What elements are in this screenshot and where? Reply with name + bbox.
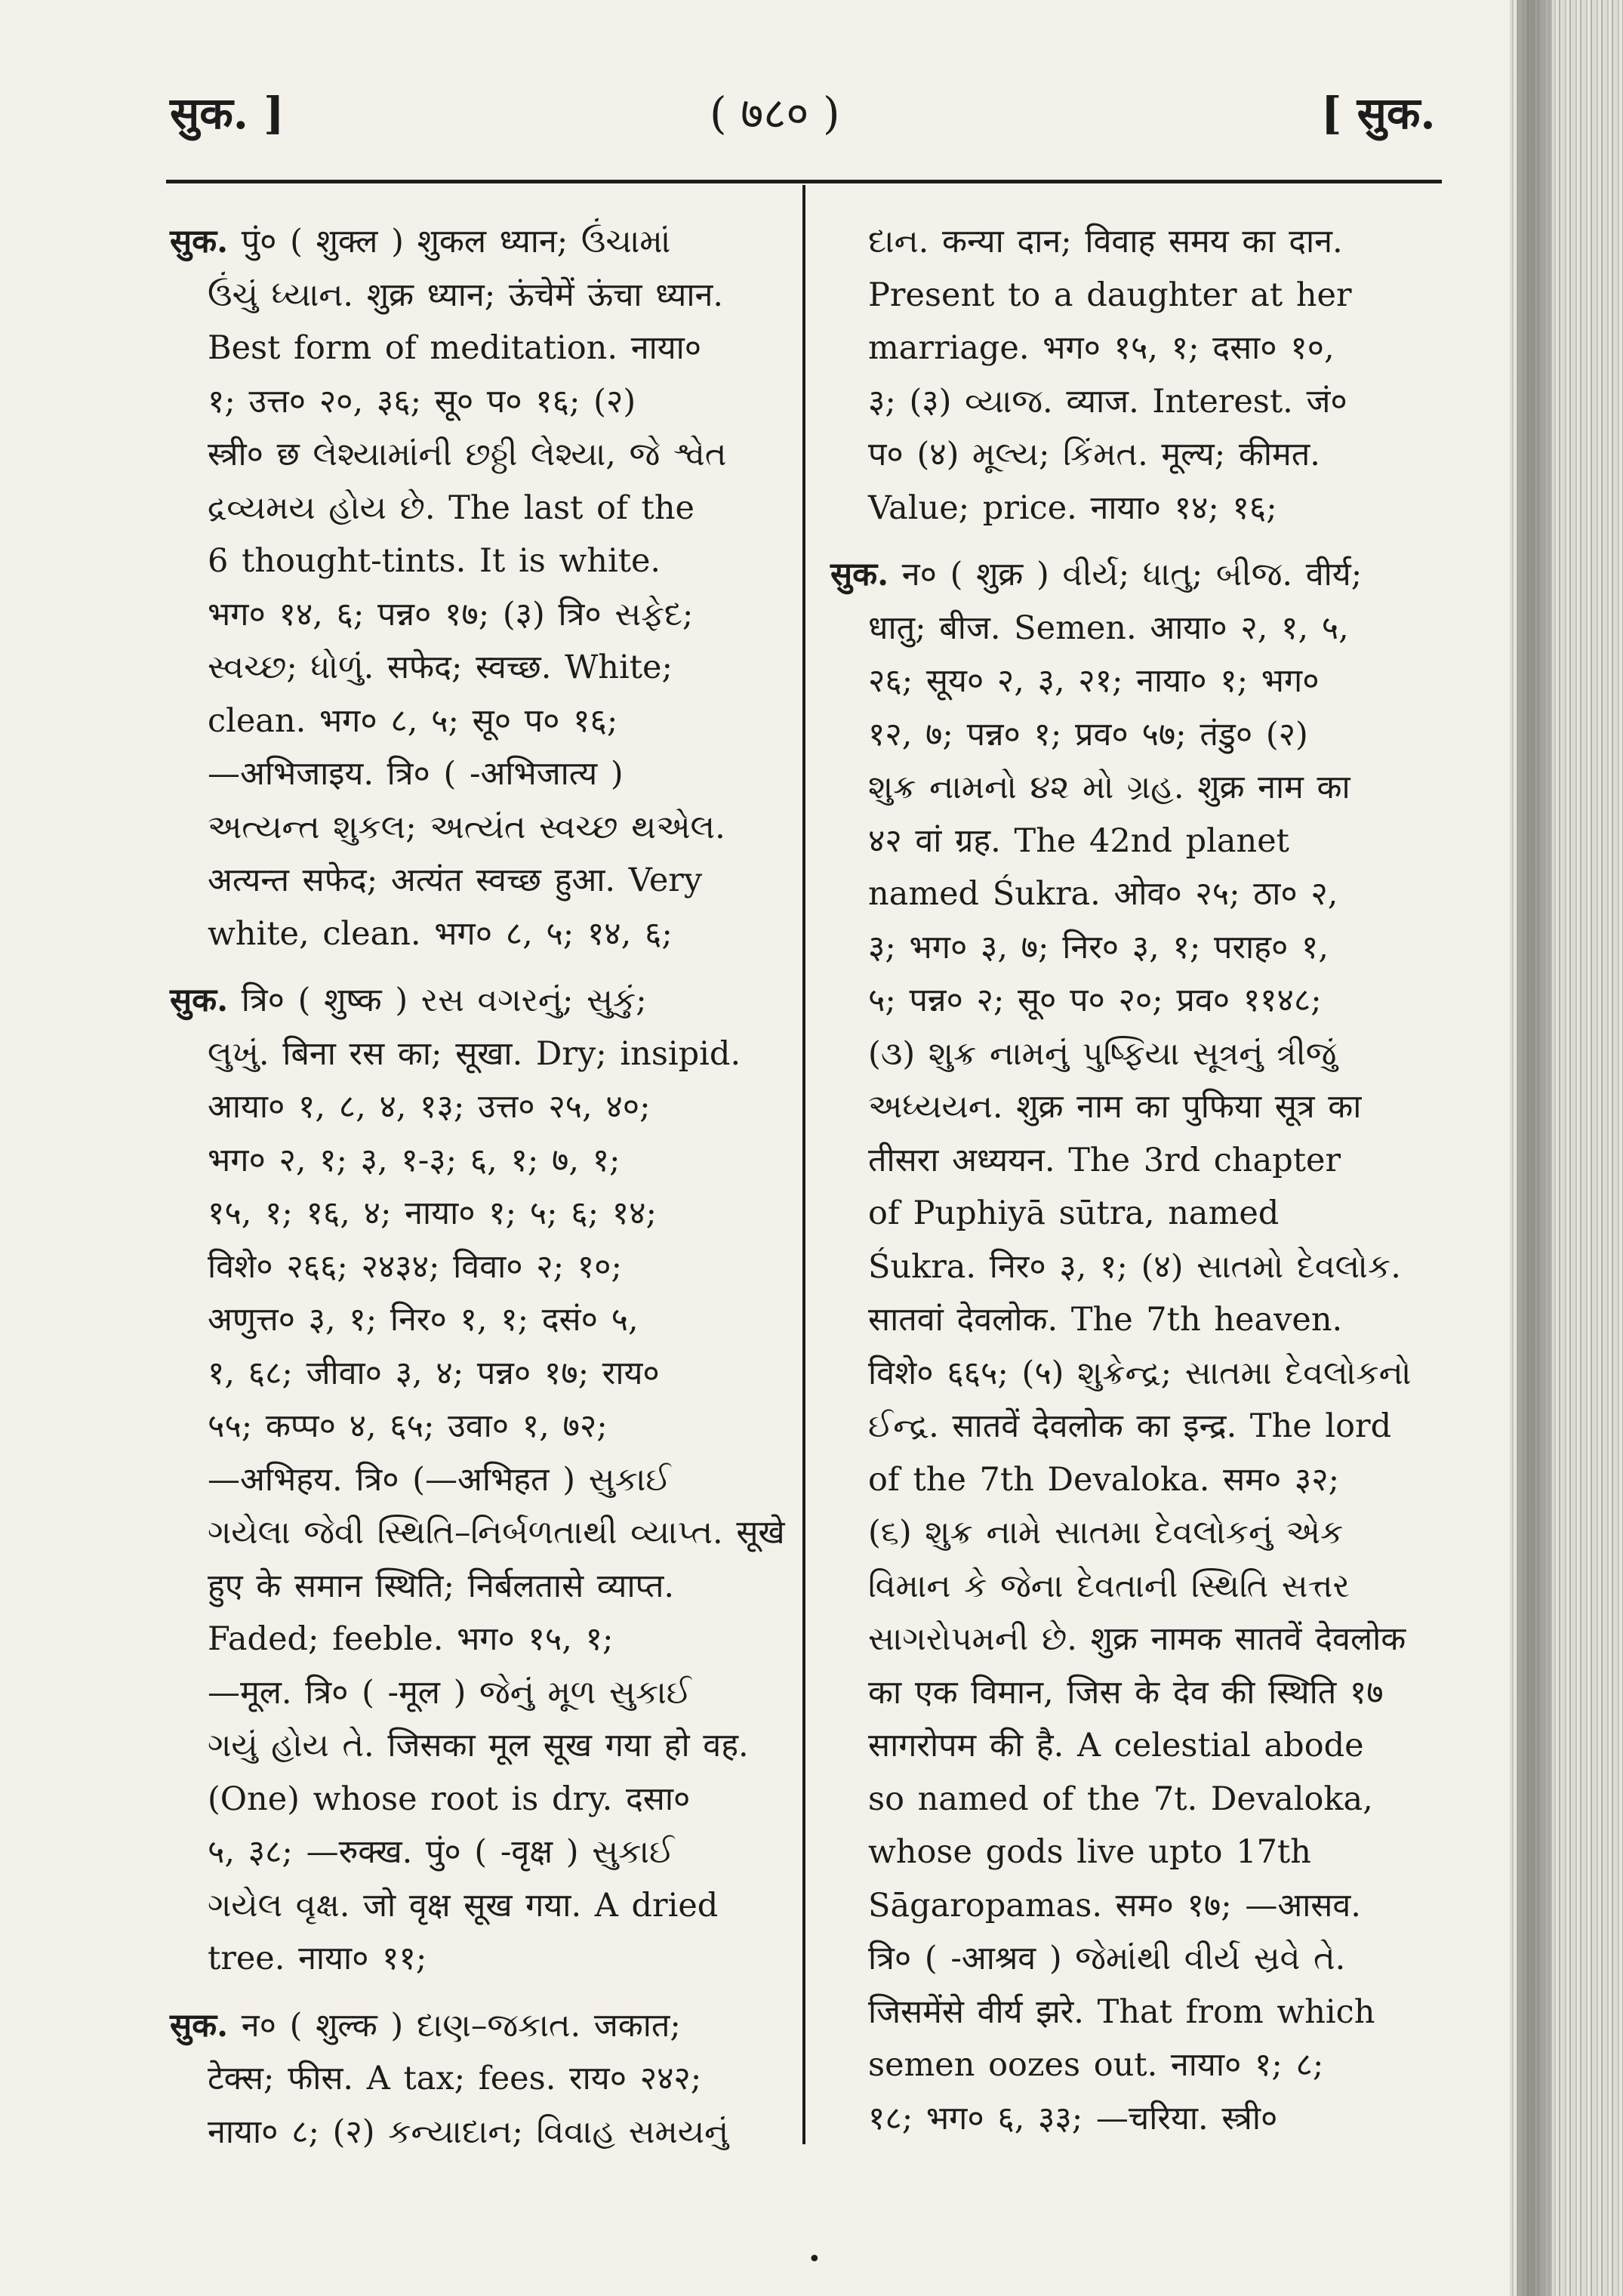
entry-line: Śukra. निर० ३, १; (४) સાતમો દેવલોક. xyxy=(868,1247,1401,1286)
entry-headword: सुक. xyxy=(170,223,229,260)
dictionary-entry xyxy=(830,548,1449,2145)
entry-line: त्रि० ( -आश्रव ) જેમાંથી વીર્ય સ્રવે તે. xyxy=(868,1940,1346,1977)
header-rule xyxy=(166,180,1442,183)
entry-line: અધ્યયન. शुक्र नाम का पुफिया सूत्र का xyxy=(868,1088,1362,1126)
entry-line: semen oozes out. नाया० १; ८; xyxy=(868,2046,1324,2084)
page-number: ( ७८० ) xyxy=(710,88,840,139)
entry-line: —मूल. त्रि० ( -मूल ) જેનું મૂળ સુકાઈ xyxy=(208,1673,691,1712)
entry-line: —अभिजाइय. त्रि० ( -अभिजात्य ) xyxy=(208,755,624,793)
entry-line: ५५; कप्प० ४, ६५; उवा० १, ७२; xyxy=(208,1407,608,1445)
entry-line: ३; भग० ३, ७; निर० ३, १; पराह० १, xyxy=(868,928,1329,966)
right-column xyxy=(830,215,1449,2159)
entry-line-text: न० ( शुक्र ) વીર્ય; ધાતુ; બીજ. वीर्य; xyxy=(901,556,1363,593)
entry-line: so named of the 7t. Devaloka, xyxy=(868,1780,1373,1818)
entry-line: દ્રવ્યમય હોય છે. The last of the xyxy=(208,488,694,527)
entry-line: દાન. कन्या दान; विवाह समय का दान. xyxy=(868,223,1343,260)
entry-first-line xyxy=(170,215,789,269)
entry-line: ४२ वां ग्रह. The 42nd planet xyxy=(868,821,1289,860)
entry-line: आया० १, ८, ४, १३; उत्त० २५, ४०; xyxy=(208,1088,651,1126)
entry-line: ગયું હોય તે. जिसका मूल सूख गया हो वह. xyxy=(208,1727,749,1764)
entry-line: ५, ३८; —रुक्ख. पुं० ( -वृक्ष ) સુકાઈ xyxy=(208,1833,675,1871)
entry-line: (૩) શુક્ર નામનું પુષ્ફિયા સૂત્રનું ત્રીજું xyxy=(868,1034,1337,1073)
entry-line: प० (४) મૂલ્ય; કિંમત. मूल्य; कीमत. xyxy=(868,436,1320,473)
entry-line: marriage. भग० १५, १; दसा० १०, xyxy=(868,329,1335,367)
entry-line: named Śukra. ओव० २५; ठा० २, xyxy=(868,875,1338,913)
entry-headword: सुक. xyxy=(830,556,889,593)
entry-line: whose gods live upto 17th xyxy=(868,1833,1311,1871)
entry-line: तीसरा अध्ययन. The 3rd chapter xyxy=(868,1141,1341,1179)
entry-line: of the 7th Devaloka. सम० ३२; xyxy=(868,1460,1340,1499)
dictionary-entry xyxy=(170,1999,789,2159)
entry-line: 6 thought-tints. It is white. xyxy=(208,542,661,580)
entry-line: white, clean. भग० ८, ५; १४, ६; xyxy=(208,914,673,953)
entry-line: —अभिहय. त्रि० (—अभिहत ) સુકાઈ xyxy=(208,1460,671,1499)
entry-line: Faded; feeble. भग० १५, १; xyxy=(208,1620,614,1658)
entry-first-line xyxy=(170,1999,789,2053)
entry-line: सागरोपम की है. A celestial abode xyxy=(868,1727,1364,1764)
entry-line: ३; (३) વ્યાજ. व्याज. Interest. जं० xyxy=(868,382,1347,421)
entry-line: tree. नाया० ११; xyxy=(208,1940,427,1977)
entry-line: धातु; बीज. Semen. आया० २, १, ५, xyxy=(868,609,1349,647)
entry-line: भग० २, १; ३, १-३; ६, १; ७, १; xyxy=(208,1141,621,1179)
entry-line: સાગરોપમની છે. शुक्र नामक सातवें देवलोक xyxy=(868,1620,1406,1658)
header-left-guideword: सुक. ] xyxy=(170,88,285,139)
entry-line: સ્વચ્છ; ધોળું. सफेद; स्वच्छ. White; xyxy=(208,649,673,686)
entry-line: લુખું. बिना रस का; सूखा. Dry; insipid. xyxy=(208,1034,741,1073)
entry-line: શુક્ર નામનો ૪૨ મો ગ્રહ. शुक्र नाम का xyxy=(868,769,1350,806)
entry-line: विशे० ६६५; (५) શુક્રેન્દ્ર; સાતમા દેવલોકનો xyxy=(868,1354,1412,1392)
entry-line: ગયેલ વૃક્ષ. जो वृक्ष सूख गया. A dried xyxy=(208,1886,719,1925)
entry-line-text: त्रि० ( शुष्क ) રસ વગરનું; સુકું; xyxy=(241,982,647,1019)
entry-line: अत्यन्त सफेद; अत्यंत स्वच्छ हुआ. Very xyxy=(208,861,703,899)
left-column xyxy=(170,215,789,2172)
footer-mark: • xyxy=(808,2246,821,2273)
entry-line: (૬) શુક્ર નામે સાતમા દેવલોકનું એક xyxy=(868,1514,1344,1552)
entry-first-line xyxy=(170,974,789,1028)
entry-line: १, ६८; जीवा० ३, ४; पन्न० १७; राय० xyxy=(208,1354,660,1392)
entry-line: Best form of meditation. नाया० xyxy=(208,329,702,367)
entry-line: ५; पन्न० २; सू० प० २०; प्रव० ११४८; xyxy=(868,982,1322,1019)
entry-line: हुए के समान स्थिति; निर्बलतासे व्याप्त. xyxy=(208,1567,675,1605)
entry-line: भग० १४, ६; पन्न० १७; (३) त्रि० સફેદ; xyxy=(208,595,694,633)
entry-line: ગયેલા જેવી સ્થિતિ–નિર્બળતાથી વ્યાપ્ત. सूखे xyxy=(208,1514,785,1552)
entry-line: टेक्स; फीस. A tax; fees. राय० २४२; xyxy=(208,2060,702,2097)
entry-headword: सुक. xyxy=(170,2006,229,2045)
entry-line: १२, ७; पन्न० १; प्रव० ५७; तंडु० (२) xyxy=(868,715,1308,754)
dictionary-entry xyxy=(830,215,1449,535)
entry-line: जिसमेंसे वीर्य झरे. That from which xyxy=(868,1992,1375,2031)
entry-first-line xyxy=(830,548,1449,602)
entry-line: Value; price. नाया० १४; १६; xyxy=(868,488,1277,527)
entry-line: અત્યન્ત શુકલ; અત્યંત સ્વચ્છ થએલ. xyxy=(208,808,725,846)
entry-line: १८; भग० ६, ३३; —चरिया. स्त्री० xyxy=(868,2099,1278,2137)
entry-line: વિમાન કે જેના દેવતાની સ્થિતિ સત્તર xyxy=(868,1567,1350,1605)
entry-line: २६; सूय० २, ३, २१; नाया० १; भग० xyxy=(868,662,1320,700)
entry-line-text: पुं० ( शुक्ल ) शुकल ध्यान; ઉંચામાં xyxy=(241,223,671,260)
entry-headword: सुक. xyxy=(170,982,229,1019)
entry-line: विशे० २६६; २४३४; विवा० २; १०; xyxy=(208,1247,622,1286)
page-edge-shadow xyxy=(1510,0,1623,2296)
dictionary-entry xyxy=(170,215,789,960)
entry-line: सातवां देवलोक. The 7th heaven. xyxy=(868,1301,1343,1339)
entry-line: स्त्री० छ લેશ્યામાંની છઠ્ઠી લેશ્યા, જે શ્વેત xyxy=(208,436,727,473)
entry-line: का एक विमान, जिस के देव की स्थिति १७ xyxy=(868,1673,1384,1712)
entry-line: ઉંચું ધ્યાન. शुक्र ध्यान; ऊंचेमें ऊंचा ध्यान. xyxy=(208,276,724,314)
dictionary-entry xyxy=(170,974,789,1986)
entry-line: of Puphiyā sūtra, named xyxy=(868,1194,1280,1232)
entry-line: (One) whose root is dry. दसा० xyxy=(208,1780,691,1818)
entry-line-text: न० ( शुल्क ) દાણ–જકાત. जकात; xyxy=(241,2006,681,2045)
entry-line: clean. भग० ८, ५; सू० प० १६; xyxy=(208,701,618,740)
entry-line: १५, १; १६, ४; नाया० १; ५; ६; १४; xyxy=(208,1194,658,1232)
entry-line: Sāgaropamas. सम० १७; —आसव. xyxy=(868,1886,1361,1925)
header-right-guideword: [ सुक. xyxy=(1321,88,1436,139)
entry-line: Present to a daughter at her xyxy=(868,276,1352,314)
entry-line: अणुत्त० ३, १; निर० १, १; दसं० ५, xyxy=(208,1301,639,1339)
entry-line: नाया० ८; (२) કન્યાદાન; વિવાહ સમયનું xyxy=(208,2113,729,2151)
entry-line: १; उत्त० २०, ३६; सू० प० १६; (२) xyxy=(208,382,636,421)
entry-line: ઈન્દ્ર. सातवें देवलोक का इन्द्र. The lord xyxy=(868,1407,1392,1445)
column-divider xyxy=(802,185,805,2144)
